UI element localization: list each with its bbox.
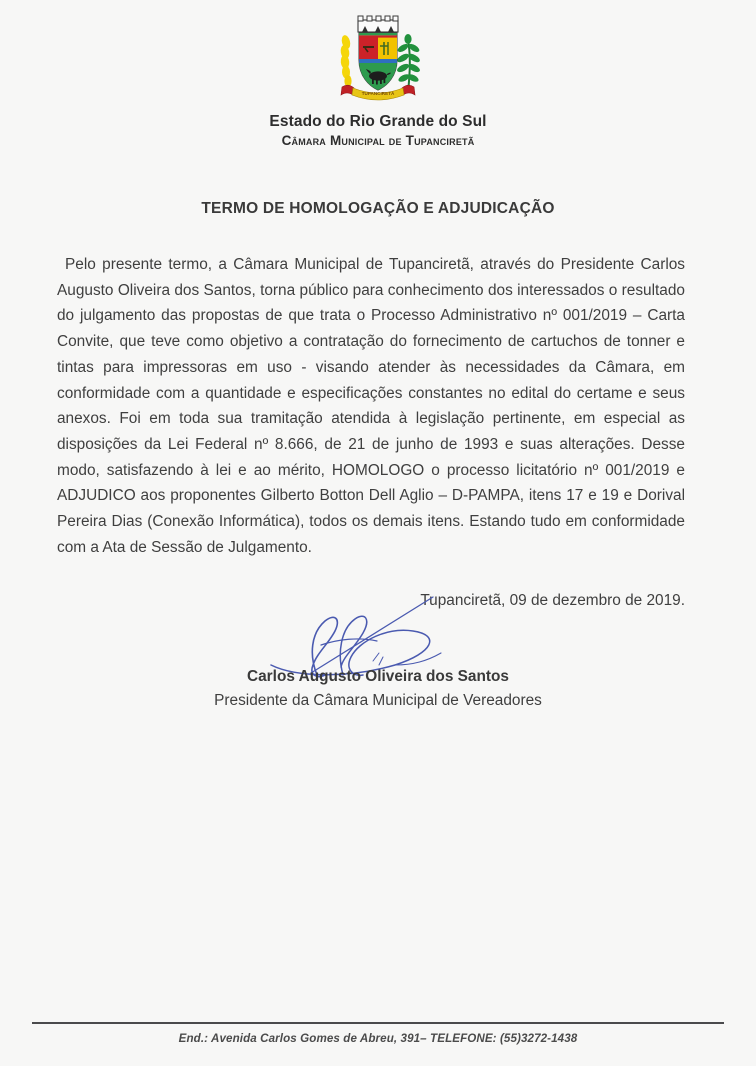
header-text-block [0, 112, 756, 150]
mural-crown-decoration [358, 16, 398, 32]
emblem-container [0, 8, 756, 104]
chamber-heading: Câmara Municipal de Tupanciretã [281, 133, 475, 148]
state-heading: Estado do Rio Grande do Sul [269, 113, 487, 130]
date-line: Tupanciretã, 09 de dezembro de 2019. [420, 592, 685, 609]
coat-of-arms-icon [318, 8, 438, 104]
signer-role: Presidente da Câmara Municipal de Vereadores [214, 692, 542, 709]
signer-name: Carlos Augusto Oliveira dos Santos [247, 668, 509, 685]
document-body [57, 252, 685, 560]
body-paragraph: Pelo presente termo, a Câmara Municipal de Tupanciretã, através do Presidente Carlos Augusto Oliveira dos Santos, torna público para conhecimento dos interessados o resultado do julgamento das propostas de que trata o Processo Administrativo nº 001/2019 – Carta Convite, que teve como objetivo a contratação do fornecimento de cartuchos de tonner e tintas para impressoras em uso - visando atender às necessidades da Câmara, em conformidade com a quantidade e especificações constantes no edital do certame e seus anexos. Foi em toda sua tramitação atendida à legislação pertinente, em especial as disposições da Lei Federal nº 8.666, de 21 de junho de 1993 e suas alterações. Desse modo, satisfazendo à lei e ao mérito, HOMOLOGO o processo licitatório nº 001/2019 e ADJUDICO aos proponentes Gilberto Botton Dell Aglio – D-PAMPA, itens 17 e 19 e Dorival Pereira Dias (Conexão Informática), todos os demais itens. Estando tudo em conformidade com a Ata de Sessão de Julgamento. [57, 256, 685, 556]
laurel-branch-decoration [396, 34, 421, 92]
footer-divider [32, 1022, 724, 1024]
footer-address: End.: Avenida Carlos Gomes de Abreu, 391– TELEFONE: (55)3272-1438 [178, 1032, 578, 1045]
banner-motto-text: TUPANCIRETÃ [361, 91, 395, 97]
page-title: TERMO DE HOMOLOGAÇÃO E ADJUDICAÇÃO [201, 200, 555, 217]
wheat-stalk-decoration [340, 34, 352, 90]
shield-decoration [359, 33, 397, 93]
